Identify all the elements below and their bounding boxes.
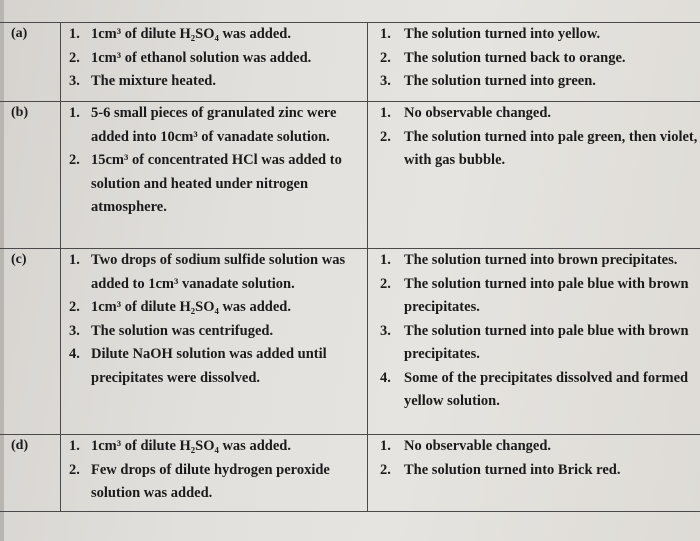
- item-number: 1.: [380, 252, 391, 268]
- step-text: 1cm³ of ethanol solution was added.: [91, 49, 312, 66]
- item-text: The solution turned into pale green, then violet, with gas bubble.: [404, 128, 698, 168]
- observation-item: [368, 273, 700, 320]
- step-text: Two drops of sodium sulfide solution was added to 1cm³ vanadate solution.: [91, 252, 346, 292]
- procedure-cell: [61, 23, 368, 102]
- item-number: 2.: [380, 275, 391, 292]
- row-label: (d): [0, 435, 61, 512]
- observation-item: [368, 249, 700, 273]
- procedure-step: [61, 102, 367, 149]
- item-number: 1.: [380, 438, 391, 454]
- step-text: 5-6 small pieces of granulated zinc were added into 10cm³ of vanadate solution.: [91, 105, 337, 145]
- step-number: 3.: [69, 73, 80, 89]
- step-text: 1cm³ of dilute H₂SO₄ was added.: [91, 299, 291, 315]
- observation-cell: [368, 102, 700, 249]
- observation-list: [368, 102, 700, 173]
- item-text: The solution turned into pale blue with brown precipitates.: [404, 322, 689, 362]
- item-text: The solution turned into brown precipitates.: [404, 252, 678, 268]
- procedure-list: [61, 249, 367, 390]
- item-number: 2.: [380, 128, 391, 145]
- observation-cell: [368, 23, 700, 102]
- item-text: The solution turned into pale blue with brown precipitates.: [404, 275, 689, 315]
- step-number: 2.: [69, 49, 80, 66]
- procedure-step: [61, 435, 367, 459]
- item-text: Some of the precipitates dissolved and formed yellow solution.: [404, 369, 689, 409]
- item-text: No observable changed.: [404, 105, 552, 121]
- procedure-step: [61, 320, 367, 344]
- observation-item: [368, 126, 700, 173]
- table-row-c: [0, 249, 700, 435]
- step-text: The solution was centrifuged.: [91, 322, 274, 339]
- observation-item: [368, 367, 700, 414]
- observation-list: [368, 23, 700, 94]
- observation-item: [368, 70, 700, 94]
- row-label: (a): [0, 23, 61, 102]
- procedure-list: [61, 23, 367, 94]
- procedure-step: [61, 249, 367, 296]
- step-number: 2.: [69, 461, 80, 478]
- item-number: 2.: [380, 49, 391, 66]
- step-text: 1cm³ of dilute H₂SO₄ was added.: [91, 26, 291, 42]
- procedure-cell: [61, 249, 368, 435]
- procedure-list: [61, 435, 367, 506]
- procedure-cell: [61, 102, 368, 249]
- procedure-step: [61, 459, 367, 506]
- step-number: 1.: [69, 26, 80, 42]
- observation-cell: [368, 435, 700, 512]
- observation-item: [368, 435, 700, 459]
- step-text: 15cm³ of concentrated HCl was added to solution and heated under nitrogen atmosphere.: [91, 152, 342, 215]
- observation-item: [368, 320, 700, 367]
- table-row-a: [0, 23, 700, 102]
- item-text: The solution turned back to orange.: [404, 49, 626, 66]
- procedure-list: [61, 102, 367, 220]
- step-number: 2.: [69, 299, 80, 315]
- observation-item: [368, 102, 700, 126]
- item-text: The solution turned into Brick red.: [404, 461, 621, 478]
- item-text: No observable changed.: [404, 438, 552, 454]
- table-row-b: [0, 102, 700, 249]
- item-number: 4.: [380, 369, 391, 386]
- item-number: 3.: [380, 322, 391, 339]
- row-label: (c): [0, 249, 61, 435]
- step-number: 2.: [69, 152, 80, 168]
- step-text: Few drops of dilute hydrogen peroxide solution was added.: [91, 461, 330, 501]
- step-text: 1cm³ of dilute H₂SO₄ was added.: [91, 438, 291, 454]
- procedure-step: [61, 149, 367, 220]
- step-text: The mixture heated.: [91, 73, 216, 89]
- procedure-step: [61, 47, 367, 71]
- observation-item: [368, 47, 700, 71]
- step-text: Dilute NaOH solution was added until precipitates were dissolved.: [91, 346, 327, 386]
- observation-cell: [368, 249, 700, 435]
- experiment-table: [0, 22, 700, 512]
- item-text: The solution turned into yellow.: [404, 26, 601, 42]
- item-number: 1.: [380, 105, 391, 121]
- row-label: (b): [0, 102, 61, 249]
- item-number: 2.: [380, 461, 391, 478]
- step-number: 1.: [69, 438, 80, 454]
- procedure-step: [61, 343, 367, 390]
- observation-list: [368, 435, 700, 482]
- observation-item: [368, 459, 700, 483]
- observation-item: [368, 23, 700, 47]
- procedure-step: [61, 23, 367, 47]
- item-number: 3.: [380, 73, 391, 89]
- step-number: 4.: [69, 346, 80, 362]
- observation-list: [368, 249, 700, 414]
- step-number: 3.: [69, 322, 80, 339]
- table-row-d: [0, 435, 700, 512]
- procedure-cell: [61, 435, 368, 512]
- step-number: 1.: [69, 252, 80, 268]
- item-number: 1.: [380, 26, 391, 42]
- procedure-step: [61, 70, 367, 94]
- item-text: The solution turned into green.: [404, 73, 596, 89]
- procedure-step: [61, 296, 367, 320]
- step-number: 1.: [69, 105, 80, 121]
